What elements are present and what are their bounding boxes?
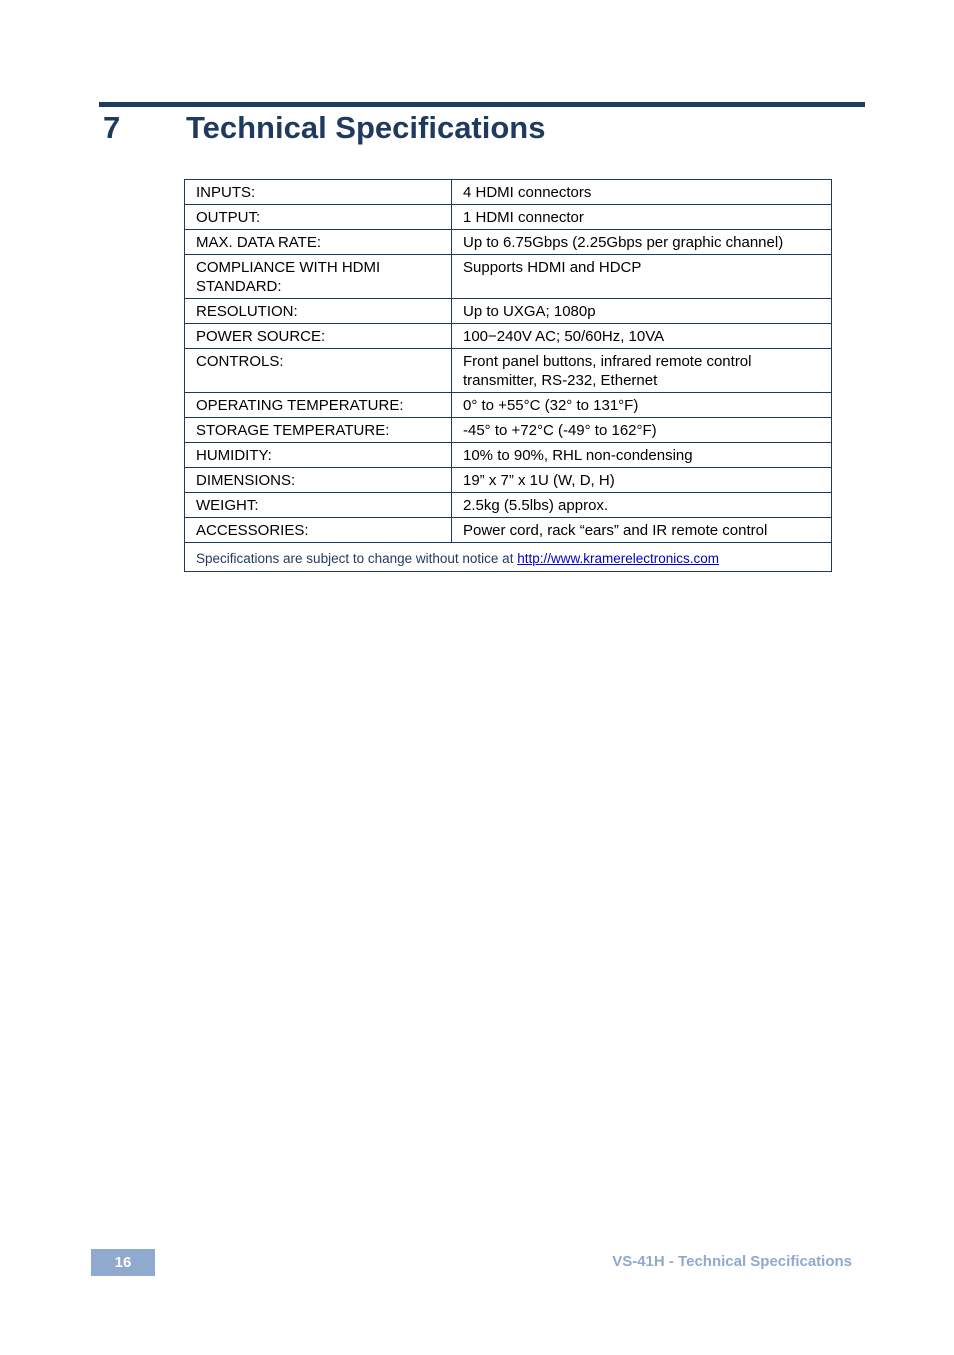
footer-title: VS-41H - Technical Specifications: [612, 1253, 852, 1270]
table-row: [185, 443, 832, 468]
spec-value: 100−240V AC; 50/60Hz, 10VA: [452, 324, 832, 349]
spec-value: 1 HDMI connector: [452, 205, 832, 230]
spec-label: INPUTS:: [185, 180, 452, 205]
spec-label: MAX. DATA RATE:: [185, 230, 452, 255]
table-row: [185, 349, 832, 393]
table-row: [185, 468, 832, 493]
spec-label: WEIGHT:: [185, 493, 452, 518]
spec-value: 19” x 7” x 1U (W, D, H): [452, 468, 832, 493]
spec-value: 0° to +55°C (32° to 131°F): [452, 393, 832, 418]
specs-table: [184, 179, 832, 572]
spec-value: Supports HDMI and HDCP: [452, 255, 832, 299]
spec-value: Front panel buttons, infrared remote control transmitter, RS-232, Ethernet: [452, 349, 832, 393]
table-row: [185, 518, 832, 543]
note-text: Specifications are subject to change without notice at: [196, 551, 518, 566]
spec-label: OPERATING TEMPERATURE:: [185, 393, 452, 418]
spec-label: HUMIDITY:: [185, 443, 452, 468]
spec-value: 2.5kg (5.5lbs) approx.: [452, 493, 832, 518]
chapter-number: 7: [103, 110, 121, 145]
table-note: [185, 543, 832, 572]
spec-value: -45° to +72°C (-49° to 162°F): [452, 418, 832, 443]
spec-label: CONTROLS:: [185, 349, 452, 393]
note-link[interactable]: http://www.kramerelectronics.com: [517, 551, 720, 566]
table-row: [185, 324, 832, 349]
spec-label: DIMENSIONS:: [185, 468, 452, 493]
spec-label: STORAGE TEMPERATURE:: [185, 418, 452, 443]
table-row: [185, 180, 832, 205]
table-row: [185, 255, 832, 299]
spec-value: 4 HDMI connectors: [452, 180, 832, 205]
spec-value: 10% to 90%, RHL non-condensing: [452, 443, 832, 468]
chapter-rule: [99, 102, 865, 107]
table-row: [185, 418, 832, 443]
table-row: [185, 299, 832, 324]
spec-label: ACCESSORIES:: [185, 518, 452, 543]
table-row: [185, 393, 832, 418]
spec-label: COMPLIANCE WITH HDMI STANDARD:: [185, 255, 452, 299]
table-row: [185, 230, 832, 255]
page-number: 16: [91, 1249, 155, 1276]
table-row: [185, 205, 832, 230]
table-note-row: [185, 543, 832, 572]
spec-label: OUTPUT:: [185, 205, 452, 230]
table-row: [185, 493, 832, 518]
spec-value: Up to 6.75Gbps (2.25Gbps per graphic channel): [452, 230, 832, 255]
spec-value: Power cord, rack “ears” and IR remote control: [452, 518, 832, 543]
spec-label: POWER SOURCE:: [185, 324, 452, 349]
spec-value: Up to UXGA; 1080p: [452, 299, 832, 324]
spec-label: RESOLUTION:: [185, 299, 452, 324]
chapter-title: Technical Specifications: [186, 110, 546, 145]
